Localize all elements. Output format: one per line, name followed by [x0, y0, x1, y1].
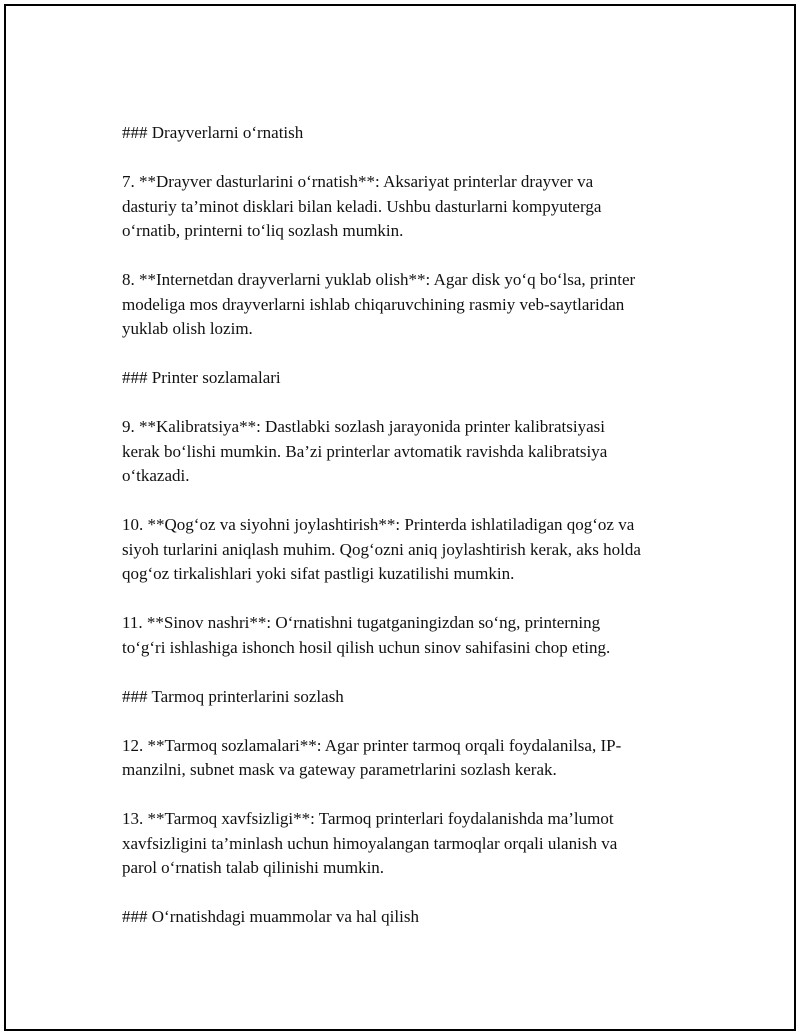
- document-body: [122, 121, 692, 954]
- page-frame: [4, 4, 796, 1031]
- paragraph-line: 13. **Tarmoq xavfsizligi**: Tarmoq printerlari foydalanishda ma’lumot: [122, 809, 614, 828]
- paragraph-line: 10. **Qog‘oz va siyohni joylashtirish**: Printerda ishlatiladigan qog‘oz va: [122, 515, 635, 534]
- section-heading: [122, 905, 692, 930]
- paragraph-line: 11. **Sinov nashri**: O‘rnatishni tugatganingizdan so‘ng, printerning: [122, 613, 601, 632]
- paragraph: [122, 170, 692, 244]
- paragraph: [122, 611, 692, 660]
- paragraph: [122, 415, 692, 489]
- paragraph-line: o‘rnatib, printerni to‘liq sozlash mumkin.: [122, 221, 404, 240]
- section-heading: [122, 685, 692, 710]
- paragraph-line: yuklab olish lozim.: [122, 319, 253, 338]
- paragraph-line: siyoh turlarini aniqlash muhim. Qog‘ozni aniq joylashtirish kerak, aks holda: [122, 539, 641, 559]
- paragraph-line: kerak bo‘lishi mumkin. Ba’zi printerlar avtomatik ravishda kalibratsiya: [122, 441, 608, 461]
- paragraph-line: to‘g‘ri ishlashiga ishonch hosil qilish uchun sinov sahifasini chop eting.: [122, 637, 611, 657]
- section-heading: [122, 366, 692, 391]
- paragraph-line: o‘tkazadi.: [122, 466, 190, 485]
- paragraph: [122, 513, 692, 587]
- paragraph-line: 9. **Kalibratsiya**: Dastlabki sozlash jarayonida printer kalibratsiyasi: [122, 417, 605, 436]
- heading-text: ### O‘rnatishdagi muammolar va hal qilish: [122, 907, 419, 926]
- paragraph-line: 7. **Drayver dasturlarini o‘rnatish**: Aksariyat printerlar drayver va: [122, 172, 594, 191]
- paragraph-line: xavfsizligini ta’minlash uchun himoyalangan tarmoqlar orqali ulanish va: [122, 833, 618, 853]
- paragraph-line: dasturiy ta’minot disklari bilan keladi. Ushbu dasturlarni kompyuterga: [122, 196, 602, 216]
- paragraph-line: parol o‘rnatish talab qilinishi mumkin.: [122, 858, 385, 877]
- heading-text: ### Drayverlarni o‘rnatish: [122, 123, 304, 142]
- heading-text: ### Tarmoq printerlarini sozlash: [122, 686, 344, 706]
- paragraph: [122, 807, 692, 881]
- paragraph-line: 12. **Tarmoq sozlamalari**: Agar printer tarmoq orqali foydalanilsa, IP-: [122, 735, 622, 755]
- paragraph-line: manzilni, subnet mask va gateway parametrlarini sozlash kerak.: [122, 760, 557, 779]
- paragraph-line: modeliga mos drayverlarni ishlab chiqaruvchining rasmiy veb-saytlaridan: [122, 294, 625, 314]
- paragraph-line: 8. **Internetdan drayverlarni yuklab olish**: Agar disk yo‘q bo‘lsa, printer: [122, 270, 636, 289]
- paragraph: [122, 268, 692, 342]
- paragraph-line: qog‘oz tirkalishlari yoki sifat pastligi kuzatilishi mumkin.: [122, 564, 515, 583]
- section-heading: [122, 121, 692, 146]
- heading-text: ### Printer sozlamalari: [122, 368, 281, 387]
- paragraph: [122, 734, 692, 783]
